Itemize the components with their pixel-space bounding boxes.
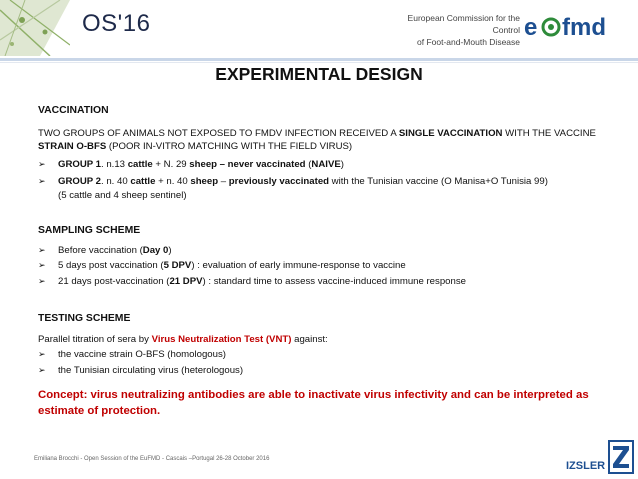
izsler-label: IZSLER	[566, 460, 606, 472]
list-item-group-2	[38, 175, 628, 202]
slide-header	[0, 0, 638, 56]
ec-line-2: of Foot-and-Mouth Disease	[417, 37, 520, 47]
slide-body	[38, 104, 628, 419]
group-1-text: GROUP 1. n.13 cattle + N. 29 sheep – never vaccinated (NAIVE)	[58, 158, 344, 170]
testing-heading: TESTING SCHEME	[38, 313, 131, 324]
logo-e: e	[524, 14, 538, 41]
list-item-sampling-2: ➢ 5 days post vaccination (5 DPV) : evaluation of early immune-response to vaccine	[38, 260, 406, 271]
izsler-logo-icon	[608, 440, 634, 474]
bullet-arrow-icon: ➢	[38, 244, 46, 255]
list-item-group-1	[38, 158, 628, 172]
vaccination-heading: VACCINATION	[38, 105, 109, 116]
header-divider-thin	[0, 62, 638, 63]
ec-line-1: European Commission for the Control	[407, 13, 520, 35]
slide-title: EXPERIMENTAL DESIGN	[215, 64, 423, 84]
testing-intro: Parallel titration of sera by Virus Neutralization Test (VNT) against:	[38, 333, 328, 345]
list-item-sampling-3: ➢ 21 days post-vaccination (21 DPV) : standard time to assess vaccine-induced immune response	[38, 275, 466, 287]
list-item-testing-1: ➢ the vaccine strain O-BFS (homologous)	[38, 349, 226, 360]
footer-credit: Emiliana Brocchi - Open Session of the EuFMD - Cascais –Portugal 26-28 October 2016	[34, 456, 270, 462]
corner-decoration-icon	[0, 0, 70, 56]
bullet-arrow-icon: ➢	[38, 275, 46, 286]
header-divider	[0, 58, 638, 61]
ec-caption	[396, 12, 520, 48]
logo-fmd: fmd	[562, 14, 606, 41]
list-item-testing-2: ➢ the Tunisian circulating virus (heterologous)	[38, 364, 244, 376]
bullet-arrow-icon: ➢	[38, 158, 46, 169]
eufmd-logo-icon	[524, 13, 634, 41]
sampling-heading: SAMPLING SCHEME	[38, 225, 141, 236]
bullet-arrow-icon: ➢	[38, 260, 46, 270]
vaccination-intro: TWO GROUPS OF ANIMALS NOT EXPOSED TO FMDV INFECTION RECEIVED A SINGLE VACCINATION WITH THE VACCINE STRAIN O-BFS (POOR IN-VITRO MATCHING WITH THE FIELD VIRUS)	[38, 127, 596, 152]
group-2-text: GROUP 2. n. 40 cattle + n. 40 sheep – previously vaccinated with the Tunisian vaccine (O Manisa+O Tunisia 99) (5 cattle and 4 sheep sentinel)	[58, 176, 548, 201]
bullet-arrow-icon: ➢	[38, 349, 46, 359]
bullet-arrow-icon: ➢	[38, 364, 46, 375]
brand-title: OS'16	[82, 10, 151, 37]
eufmd-logo	[524, 13, 634, 41]
list-item-sampling-1: ➢ Before vaccination (Day 0)	[38, 244, 172, 256]
concept-statement: Concept: virus neutralizing antibodies are able to inactivate virus infectivity and can be interpreted as estimate of protection.	[38, 389, 589, 417]
bullet-arrow-icon: ➢	[38, 176, 46, 186]
